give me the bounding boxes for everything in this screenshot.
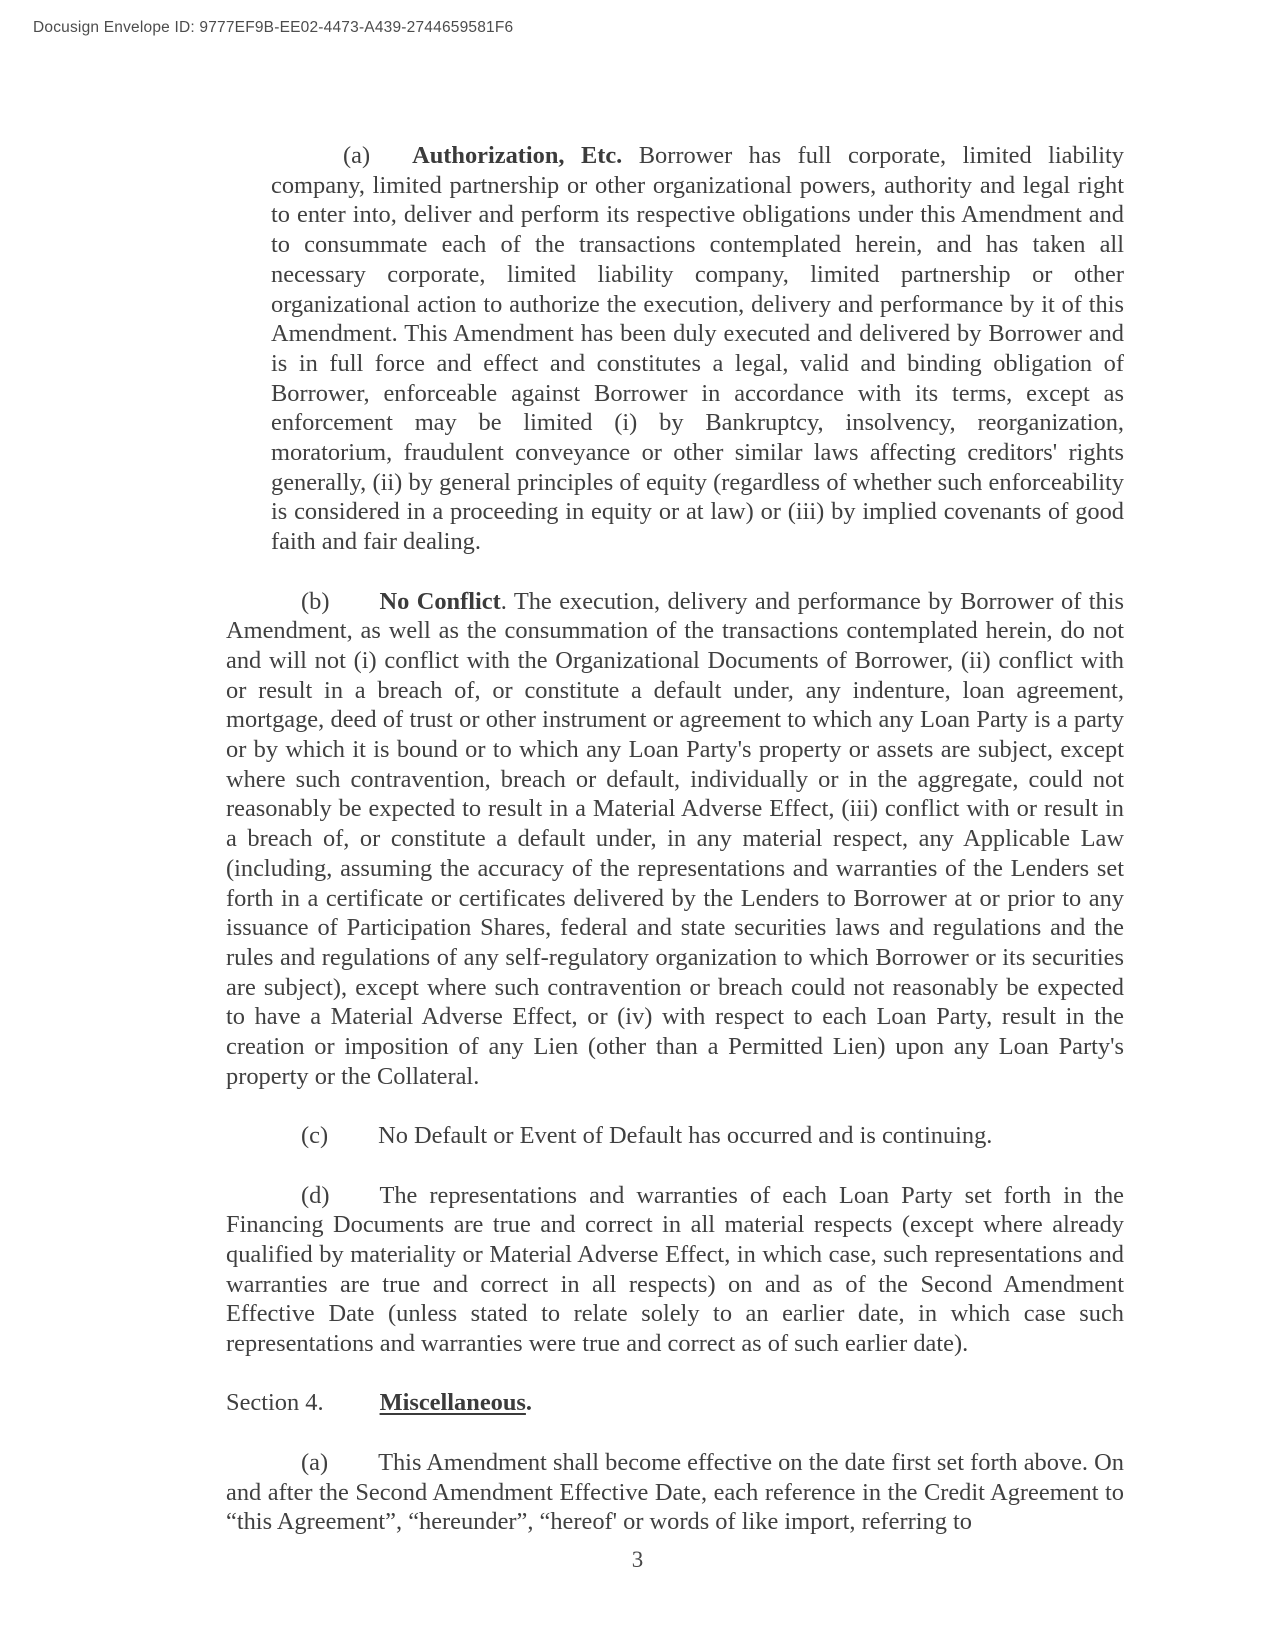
- paragraph-3b-label: (b): [301, 587, 330, 615]
- paragraph-3c: [226, 1121, 1124, 1151]
- paragraph-3a-label: (a): [343, 142, 371, 169]
- section-4-label: Section 4.: [226, 1389, 324, 1417]
- paragraph-3d-label: (d): [301, 1181, 330, 1209]
- tab-space: [328, 1142, 378, 1143]
- tab-space: [328, 1469, 378, 1470]
- paragraph-3d-text: The representations and warranties of each Loan Party set forth in the Financing Documents are true and correct in all material respects (except where already qualified by materiality or Material Adverse Effect, in which case, such representations and warranties are true and correct in all respects) on and as of the Second Amendment Effective Date (unless stated to relate solely to an earlier date, in which case such representations and warranties were true and correct as of such earlier date).: [226, 1181, 1124, 1358]
- paragraph-3a-text: Borrower has full corporate, limited liability company, limited partnership or other organizational powers, authority and legal right to enter into, deliver and perform its respective obligations under this Amendment and to consummate each of the transactions contemplated herein, and has taken all necessary corporate, limited liability company, limited partnership or other organizational action to authorize the execution, delivery and performance by it of this Amendment. This Amendment has been duly executed and delivered by Borrower and is in full force and effect and constitutes a legal, valid and binding obligation of Borrower, enforceable against Borrower in accordance with its terms, except as enforcement may be limited (i) by Bankruptcy, insolvency, reorganization, moratorium, fraudulent conveyance or other similar laws affecting creditors' rights generally, (ii) by general principles of equity (regardless of whether such enforceability is considered in a proceeding in equity or at law) or (iii) by implied covenants of good faith and fair dealing.: [271, 142, 1125, 556]
- tab-space: [329, 608, 379, 609]
- tab-space: [370, 162, 412, 163]
- paragraph-3a-heading: Authorization, Etc.: [412, 142, 623, 169]
- paragraph-3c-text: No Default or Event of Default has occurred and is continuing.: [378, 1122, 993, 1150]
- section-4-title: Miscellaneous: [379, 1389, 526, 1417]
- paragraph-4a-text: This Amendment shall become effective on the date first set forth above. On and after the Second Amendment Effective Date, each reference in the Credit Agreement to “this Agreement”, “hereunder”, “hereof' or words of like import, referring to: [226, 1448, 1124, 1536]
- tab-space: [329, 1202, 379, 1203]
- paragraph-3b-heading: No Conflict: [379, 587, 501, 615]
- section-4-title-period: .: [525, 1389, 533, 1417]
- paragraph-4a-label: (a): [301, 1448, 329, 1476]
- paragraph-3b-text: . The execution, delivery and performance by Borrower of this Amendment, as well as the consummation of the transactions contemplated herein, do not and will not (i) conflict with the Organizational Documents of Borrower, (ii) conflict with or result in a breach of, or constitute a default under, any indenture, loan agreement, mortgage, deed of trust or other instrument or agreement to which any Loan Party is a party or by which it is bound or to which any Loan Party's property or assets are subject, except where such contravention, breach or default, individually or in the aggregate, could not reasonably be expected to result in a Material Adverse Effect, (iii) conflict with or result in a breach of, or constitute a default under, in any material respect, any Applicable Law (including, assuming the accuracy of the representations and warranties of the Lenders set forth in a certificate or certificates delivered by the Lenders to Borrower at or prior to any issuance of Participation Shares, federal and state securities laws and regulations and the rules and regulations of any self-regulatory organization to which Borrower or its securities are subject), except where such contravention or breach could not reasonably be expected to have a Material Adverse Effect, or (iv) with respect to each Loan Party, result in the creation or imposition of any Lien (other than a Permitted Lien) upon any Loan Party's property or the Collateral.: [226, 587, 1125, 1090]
- paragraph-3d: [226, 1181, 1124, 1359]
- paragraph-3c-label: (c): [301, 1122, 329, 1150]
- document-body: [226, 141, 1124, 1567]
- tab-space: [324, 1409, 380, 1410]
- paragraph-3a: [271, 141, 1124, 557]
- paragraph-3b: [226, 587, 1124, 1092]
- section-4-heading: [226, 1388, 1124, 1418]
- page-number: 3: [631, 1547, 644, 1572]
- docusign-envelope-id: Docusign Envelope ID: 9777EF9B-EE02-4473-A439-2744659581F6: [33, 19, 514, 36]
- paragraph-4a: [226, 1448, 1124, 1537]
